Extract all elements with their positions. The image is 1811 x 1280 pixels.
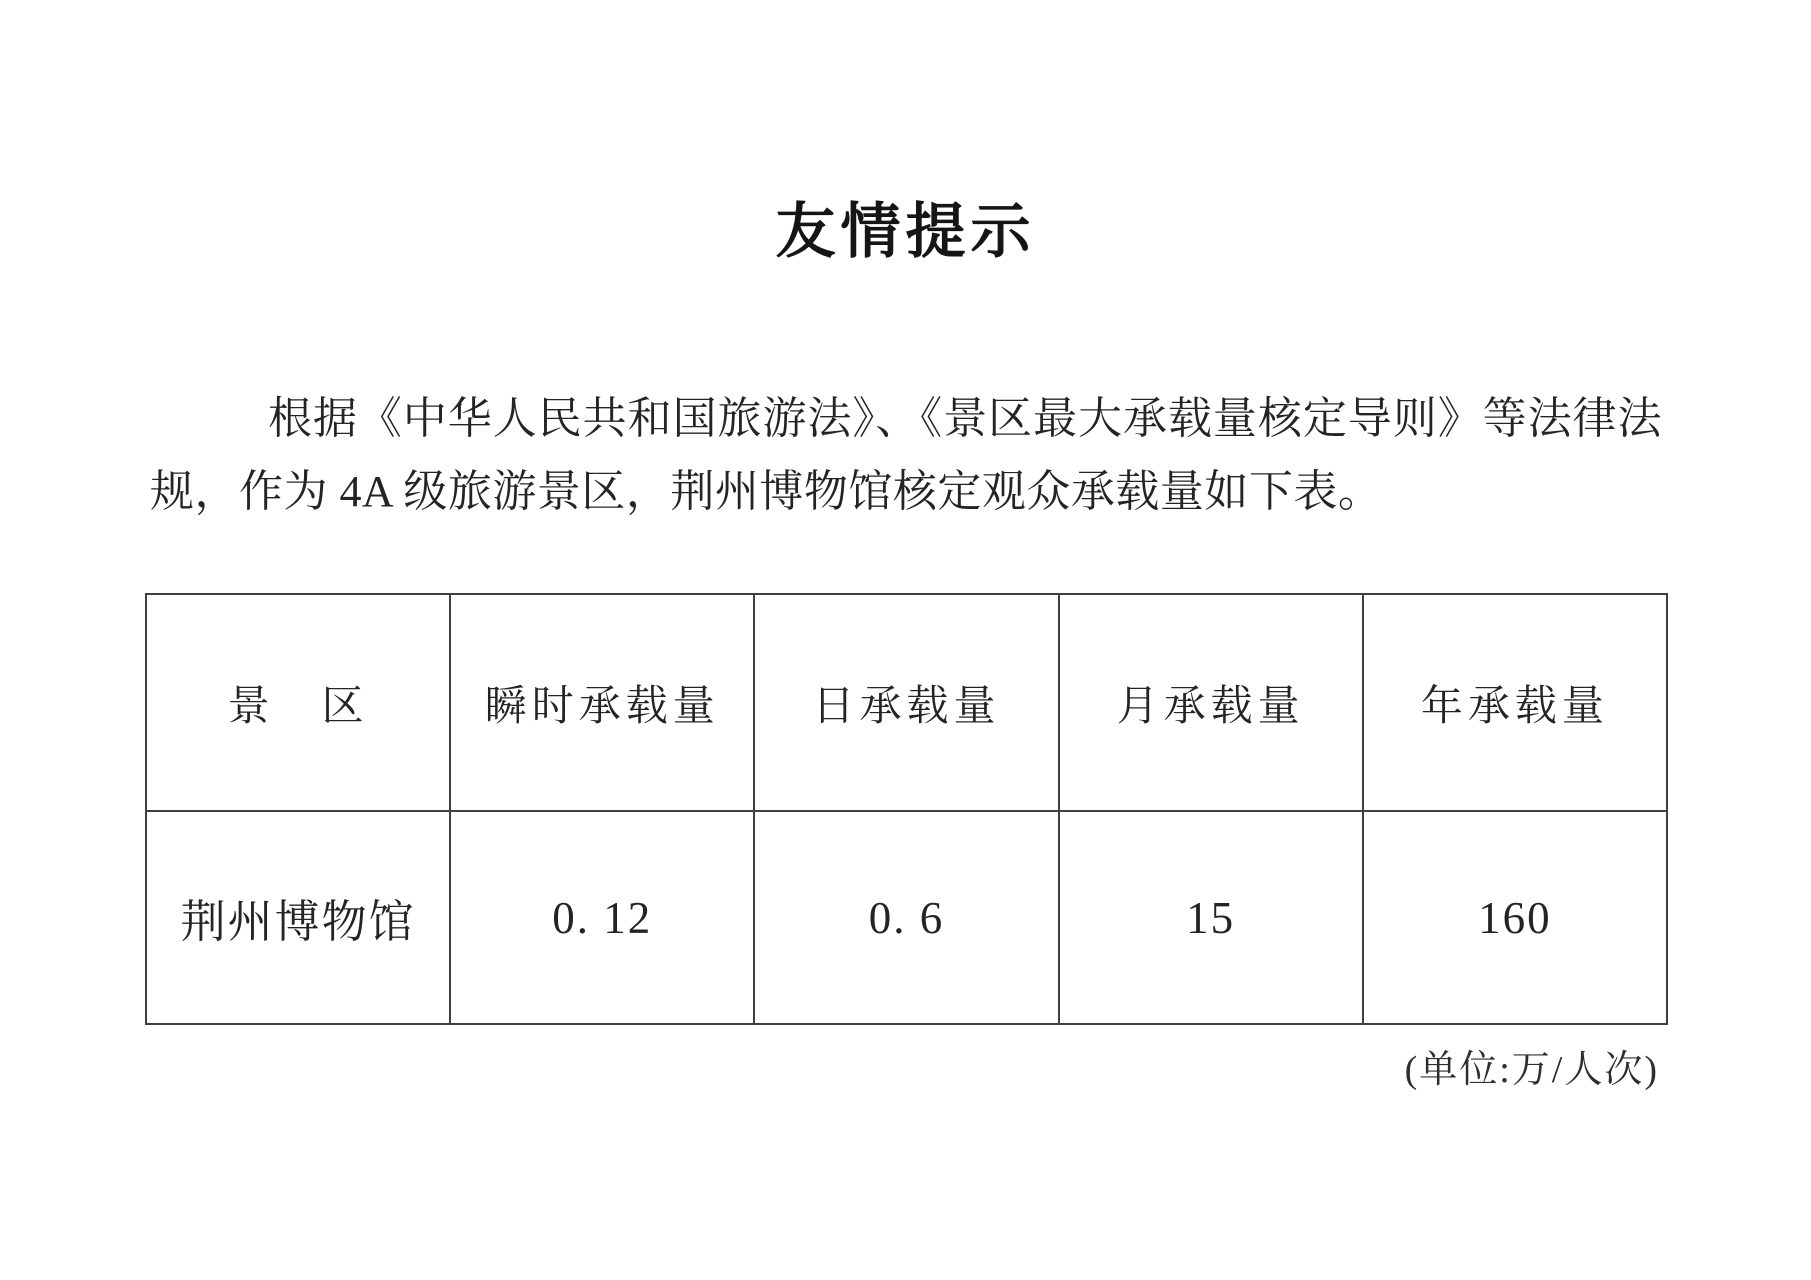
capacity-table <box>145 593 1668 1025</box>
header-cell-monthly-capacity: 月承载量 <box>1059 594 1363 811</box>
cell-scenic-area-value: 荆州博物馆 <box>146 811 450 1024</box>
unit-note: (单位:万/人次) <box>1404 1049 1659 1091</box>
header-cell-scenic-area: 景 区 <box>146 594 450 811</box>
cell-instant-capacity-value: 0. 12 <box>450 811 754 1024</box>
header-cell-instant-capacity: 瞬时承载量 <box>450 594 754 811</box>
table-row <box>146 811 1667 1024</box>
header-cell-daily-capacity: 日承载量 <box>754 594 1058 811</box>
header-row <box>146 594 1667 811</box>
intro-paragraph: 根据《中华人民共和国旅游法》、《景区最大承载量核定导则》等法律法规，作为 4A 级旅游景区，荆州博物馆核定观众承载量如下表。 <box>150 394 1662 516</box>
capacity-table-header <box>146 594 1667 811</box>
page-title: 友情提示 <box>775 199 1036 265</box>
header-cell-yearly-capacity: 年承载量 <box>1363 594 1667 811</box>
cell-daily-capacity-value: 0. 6 <box>754 811 1058 1024</box>
cell-monthly-capacity-value: 15 <box>1059 811 1363 1024</box>
capacity-table-body <box>146 811 1667 1024</box>
cell-yearly-capacity-value: 160 <box>1363 811 1667 1024</box>
